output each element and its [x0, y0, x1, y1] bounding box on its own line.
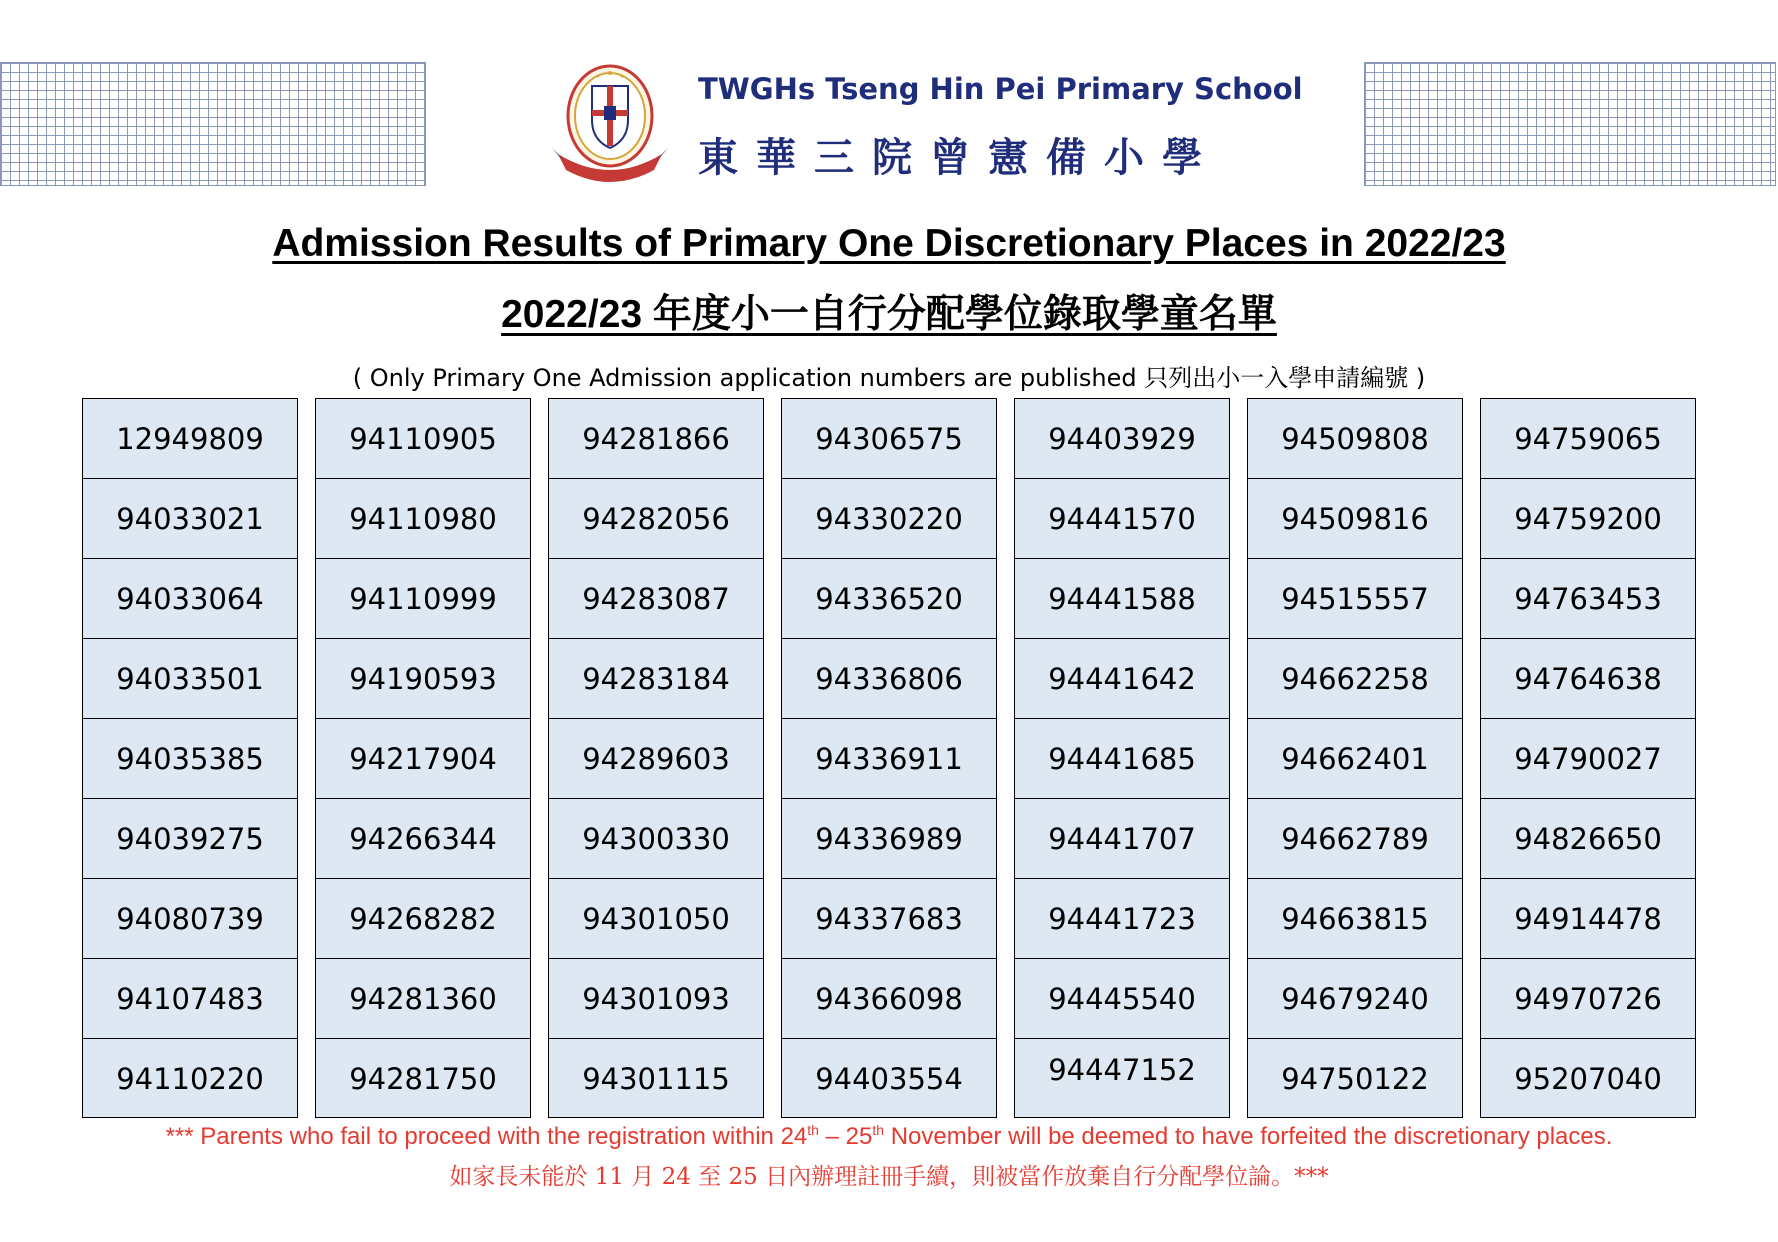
- application-number-cell: 94217904: [316, 719, 530, 799]
- number-column: [315, 398, 531, 1118]
- application-number-cell: 94515557: [1248, 559, 1462, 639]
- application-number-cell: 94283184: [549, 639, 763, 719]
- registration-notice-zh: 如家長未能於 11 月 24 至 25 日內辦理註冊手續，則被當作放棄自行分配學位論。***: [449, 1164, 1329, 1190]
- application-number-cell: 94110220: [116, 1062, 264, 1096]
- application-number-cell: 94336520: [782, 559, 996, 639]
- application-number-cell: 94764638: [1481, 639, 1695, 719]
- publication-note: ( Only Primary One Admission application numbers are published 只列出小一入學申請編號 ): [352, 364, 1426, 392]
- application-number-cell: 94330220: [782, 479, 996, 559]
- application-number-cell: 94763453: [1481, 559, 1695, 639]
- application-number-cell: 94441642: [1015, 639, 1229, 719]
- application-number-cell: 94080739: [83, 879, 297, 959]
- application-number-cell: 94662401: [1248, 719, 1462, 799]
- application-number-cell: 94509816: [1248, 479, 1462, 559]
- application-number-cell: 94110905: [316, 399, 530, 479]
- application-number-cell: 94282056: [549, 479, 763, 559]
- school-name-en: TWGHs Tseng Hin Pei Primary School: [698, 72, 1303, 106]
- application-number-cell: 94336911: [782, 719, 996, 799]
- application-number-cell: 94403554: [815, 1062, 963, 1096]
- application-number-cell: 94366098: [782, 959, 996, 1039]
- application-number-cell: 94447152: [1048, 1053, 1196, 1087]
- application-number-cell: 94039275: [83, 799, 297, 879]
- application-number-cell: 94914478: [1481, 879, 1695, 959]
- application-number-cell: 94301050: [549, 879, 763, 959]
- number-column: [1480, 398, 1696, 1118]
- application-number-cell: 94826650: [1481, 799, 1695, 879]
- application-number-cell: 94035385: [83, 719, 297, 799]
- school-crest-logo: [550, 58, 680, 186]
- application-number-cell: 12949809: [83, 399, 297, 479]
- application-number-cell: 94662258: [1248, 639, 1462, 719]
- application-number-cell: 94662789: [1248, 799, 1462, 879]
- application-number-cell: 94441707: [1015, 799, 1229, 879]
- number-column: [1247, 398, 1463, 1118]
- application-number-cell: 94759200: [1481, 479, 1695, 559]
- application-number-cell: 94190593: [316, 639, 530, 719]
- notice-en-sup2: th: [872, 1122, 885, 1138]
- application-number-cell: 94281360: [316, 959, 530, 1039]
- application-number-cell: 94306575: [782, 399, 996, 479]
- application-number-cell: 94750122: [1281, 1062, 1429, 1096]
- application-number-cell: 94033064: [83, 559, 297, 639]
- page-title-en: Admission Results of Primary One Discretionary Places in 2022/23: [272, 222, 1506, 265]
- application-number-cell: 94301115: [582, 1062, 730, 1096]
- school-name-zh: 東華三院曾憲備小學: [698, 134, 1220, 181]
- application-number-cell: 94663815: [1248, 879, 1462, 959]
- registration-notice-en: [0, 1122, 1778, 1151]
- application-number-cell: 94266344: [316, 799, 530, 879]
- application-number-cell: 94107483: [83, 959, 297, 1039]
- notice-en-part1: *** Parents who fail to proceed with the registration within 24: [165, 1123, 808, 1150]
- application-number-cell: 94441685: [1015, 719, 1229, 799]
- application-number-cell: 95207040: [1514, 1062, 1662, 1096]
- application-number-cell: 94441723: [1015, 879, 1229, 959]
- application-number-cell: 94790027: [1481, 719, 1695, 799]
- application-number-cell: 94281866: [549, 399, 763, 479]
- application-number-cell: 94336806: [782, 639, 996, 719]
- page-title-zh: 2022/23 年度小一自行分配學位錄取學童名單: [501, 293, 1277, 336]
- application-number-cell: 94110999: [316, 559, 530, 639]
- application-number-cell: 94337683: [782, 879, 996, 959]
- application-number-cell: 94289603: [549, 719, 763, 799]
- application-number-cell: 94300330: [549, 799, 763, 879]
- application-number-cell: 94403929: [1015, 399, 1229, 479]
- decorative-grid-right: [1364, 62, 1776, 186]
- application-number-cell: 94281750: [349, 1062, 497, 1096]
- application-number-cell: 94441588: [1015, 559, 1229, 639]
- notice-en-part2: – 25: [818, 1123, 873, 1150]
- application-number-cell: 94509808: [1248, 399, 1462, 479]
- application-number-cell: 94970726: [1481, 959, 1695, 1039]
- number-column: [1014, 398, 1230, 1118]
- notice-en-part3: November will be deemed to have forfeited the discretionary places.: [884, 1123, 1613, 1150]
- application-number-cell: 94110980: [316, 479, 530, 559]
- notice-en-sup1: th: [807, 1122, 819, 1138]
- application-number-cell: 94033021: [83, 479, 297, 559]
- application-number-cell: 94283087: [549, 559, 763, 639]
- application-number-cell: 94759065: [1481, 399, 1695, 479]
- number-column: [781, 398, 997, 1118]
- application-number-cell: 94033501: [83, 639, 297, 719]
- application-number-cell: 94445540: [1015, 959, 1229, 1039]
- application-number-cell: 94301093: [549, 959, 763, 1039]
- admission-number-table: [82, 398, 1698, 1120]
- application-number-cell: 94336989: [782, 799, 996, 879]
- application-number-cell: 94441570: [1015, 479, 1229, 559]
- decorative-grid-left: [0, 62, 426, 186]
- number-column: [82, 398, 298, 1118]
- number-column: [548, 398, 764, 1118]
- application-number-cell: 94679240: [1248, 959, 1462, 1039]
- application-number-cell: 94268282: [316, 879, 530, 959]
